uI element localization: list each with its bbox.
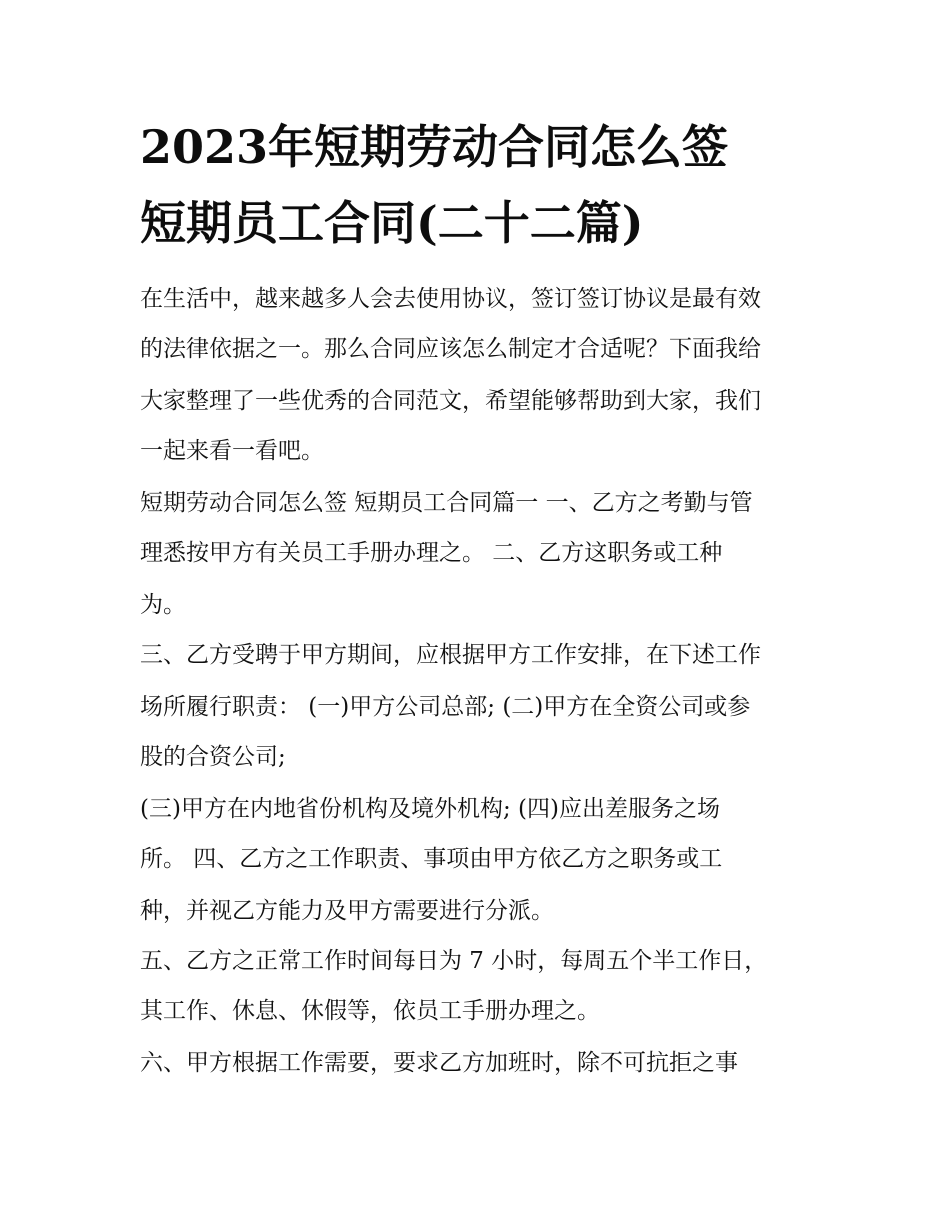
body-line: (三)甲方在内地省份机构及境外机构; (四)应出差服务之场 [140, 796, 720, 822]
body-line: 为。 [140, 592, 186, 618]
body-line: 场所履行职责： (一)甲方公司总部; (二)甲方在全资公司或参 [140, 694, 751, 720]
body-line: 六、甲方根据工作需要，要求乙方加班时，除不可抗拒之事 [140, 1050, 738, 1076]
body-line: 理悉按甲方有关员工手册办理之。 二、乙方这职务或工种 [140, 540, 723, 566]
body-line: 大家整理了一些优秀的合同范文，希望能够帮助到大家，我们 [140, 388, 761, 414]
body-line: 的法律依据之一。那么合同应该怎么制定才合适呢？下面我给 [140, 336, 761, 362]
body-line: 股的合资公司; [140, 744, 286, 770]
document-title-line-1 [140, 120, 820, 174]
body-line: 三、乙方受聘于甲方期间，应根据甲方工作安排，在下述工作 [140, 642, 761, 668]
body-line: 一起来看一看吧。 [140, 438, 324, 464]
body-line: 在生活中，越来越多人会去使用协议，签订签订协议是最有效 [140, 286, 761, 312]
title-line-1-text: 年短期劳动合同怎么签 [268, 120, 729, 174]
body-line: 所。 四、乙方之工作职责、事项由甲方依乙方之职务或工 [140, 846, 723, 872]
title-year: 2023 [140, 120, 269, 174]
body-line: 短期劳动合同怎么签 短期员工合同篇一 一、乙方之考勤与管 [140, 490, 753, 516]
body-line: 五、乙方之正常工作时间每日为 7 小时，每周五个半工作日， [140, 948, 768, 974]
document-title-line-2: 短期员工合同(二十二篇) [140, 196, 644, 250]
body-line: 其工作、休息、休假等，依员工手册办理之。 [140, 998, 600, 1024]
body-line: 种，并视乙方能力及甲方需要进行分派。 [140, 898, 554, 924]
